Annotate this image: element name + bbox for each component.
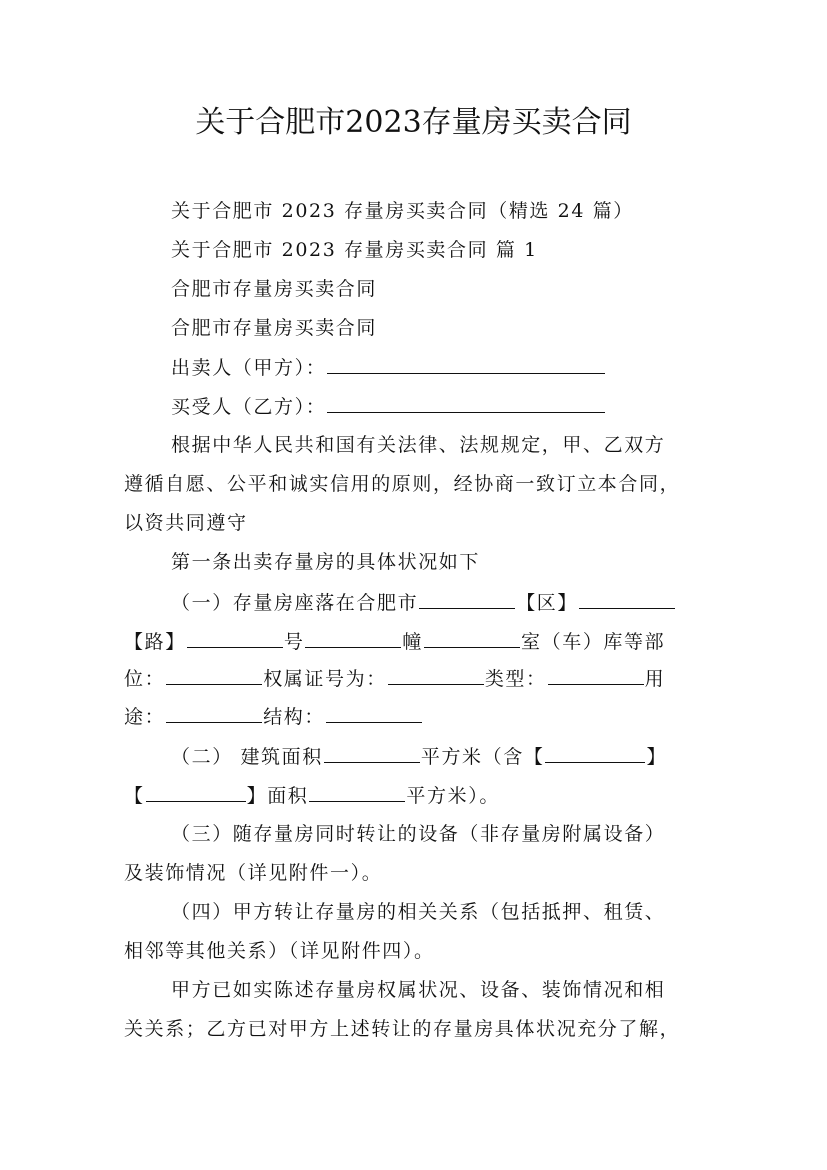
clause-line	[124, 781, 724, 810]
seller-line	[171, 353, 771, 382]
clause-line	[171, 742, 771, 771]
clause-text: 幢	[402, 631, 424, 653]
clause-text: 平方米）。	[406, 785, 500, 807]
blank-field	[305, 627, 401, 648]
clause-line	[171, 588, 771, 617]
clause-text: 权属证号为：	[263, 668, 387, 690]
blank-field	[424, 627, 520, 648]
clause-text: 【区】	[516, 592, 579, 614]
paragraph-line: 根据中华人民共和国有关法律、法规规定，甲、乙双方	[171, 434, 666, 456]
subtitle-line: 关于合肥市 2023 存量房买卖合同（精选 24 篇）	[171, 200, 634, 222]
blank-field	[187, 627, 283, 648]
clause-line: 及装饰情况（详见附件一）。	[124, 862, 383, 884]
contract-name-line: 合肥市存量房买卖合同	[171, 278, 378, 300]
clause-text: 用	[644, 668, 666, 690]
clause-text: 位：	[124, 668, 166, 690]
clause-line	[124, 702, 724, 731]
seller-label: 出卖人（甲方）：	[171, 357, 327, 379]
buyer-blank	[327, 392, 605, 413]
clause-text: 途：	[124, 706, 166, 728]
document-title: 关于合肥市2023存量房买卖合同	[195, 105, 632, 140]
blank-field	[388, 664, 484, 685]
paragraph-line: 遵循自愿、公平和诚实信用的原则，经协商一致订立本合同，	[124, 473, 681, 495]
clause-text: 结构：	[263, 706, 326, 728]
seller-blank	[327, 353, 605, 374]
blank-field	[166, 702, 262, 723]
clause-text: （一）存量房座落在合肥市	[171, 592, 419, 614]
article-heading: 第一条出卖存量房的具体状况如下	[171, 551, 481, 573]
clause-text: 平方米（含【	[420, 746, 545, 768]
clause-text: 号	[283, 631, 305, 653]
blank-field	[146, 781, 246, 802]
blank-field	[579, 588, 675, 609]
clause-text: 【路】	[124, 631, 186, 653]
paragraph-line: 甲方已如实陈述存量房权属状况、设备、装饰情况和相	[171, 979, 666, 1001]
section-heading: 关于合肥市 2023 存量房买卖合同 篇 1	[171, 239, 538, 261]
clause-text: 【	[124, 785, 145, 807]
buyer-label: 买受人（乙方）：	[171, 396, 327, 418]
blank-field	[166, 664, 262, 685]
blank-field	[548, 664, 644, 685]
clause-line: （三）随存量房同时转让的设备（非存量房附属设备）	[171, 823, 666, 845]
blank-field	[326, 702, 422, 723]
clause-text: （二） 建筑面积	[171, 746, 323, 768]
clause-text: 】	[646, 746, 668, 768]
clause-text: 类型：	[484, 668, 547, 690]
clause-line	[124, 627, 724, 656]
clause-line	[124, 664, 724, 693]
blank-field	[309, 781, 405, 802]
blank-field	[545, 742, 645, 763]
buyer-line	[171, 392, 771, 421]
paragraph-line: 以资共同遵守	[124, 512, 248, 534]
contract-name-line: 合肥市存量房买卖合同	[171, 317, 378, 339]
blank-field	[324, 742, 420, 763]
clause-text: 】面积	[246, 785, 309, 807]
clause-text: 室（车）库等部	[521, 631, 666, 653]
clause-line: 相邻等其他关系）（详见附件四）。	[124, 940, 435, 962]
clause-line: （四）甲方转让存量房的相关关系（包括抵押、租赁、	[171, 901, 666, 923]
blank-field	[419, 588, 515, 609]
paragraph-line: 关关系；乙方已对甲方上述转让的存量房具体状况充分了解，	[124, 1018, 681, 1040]
